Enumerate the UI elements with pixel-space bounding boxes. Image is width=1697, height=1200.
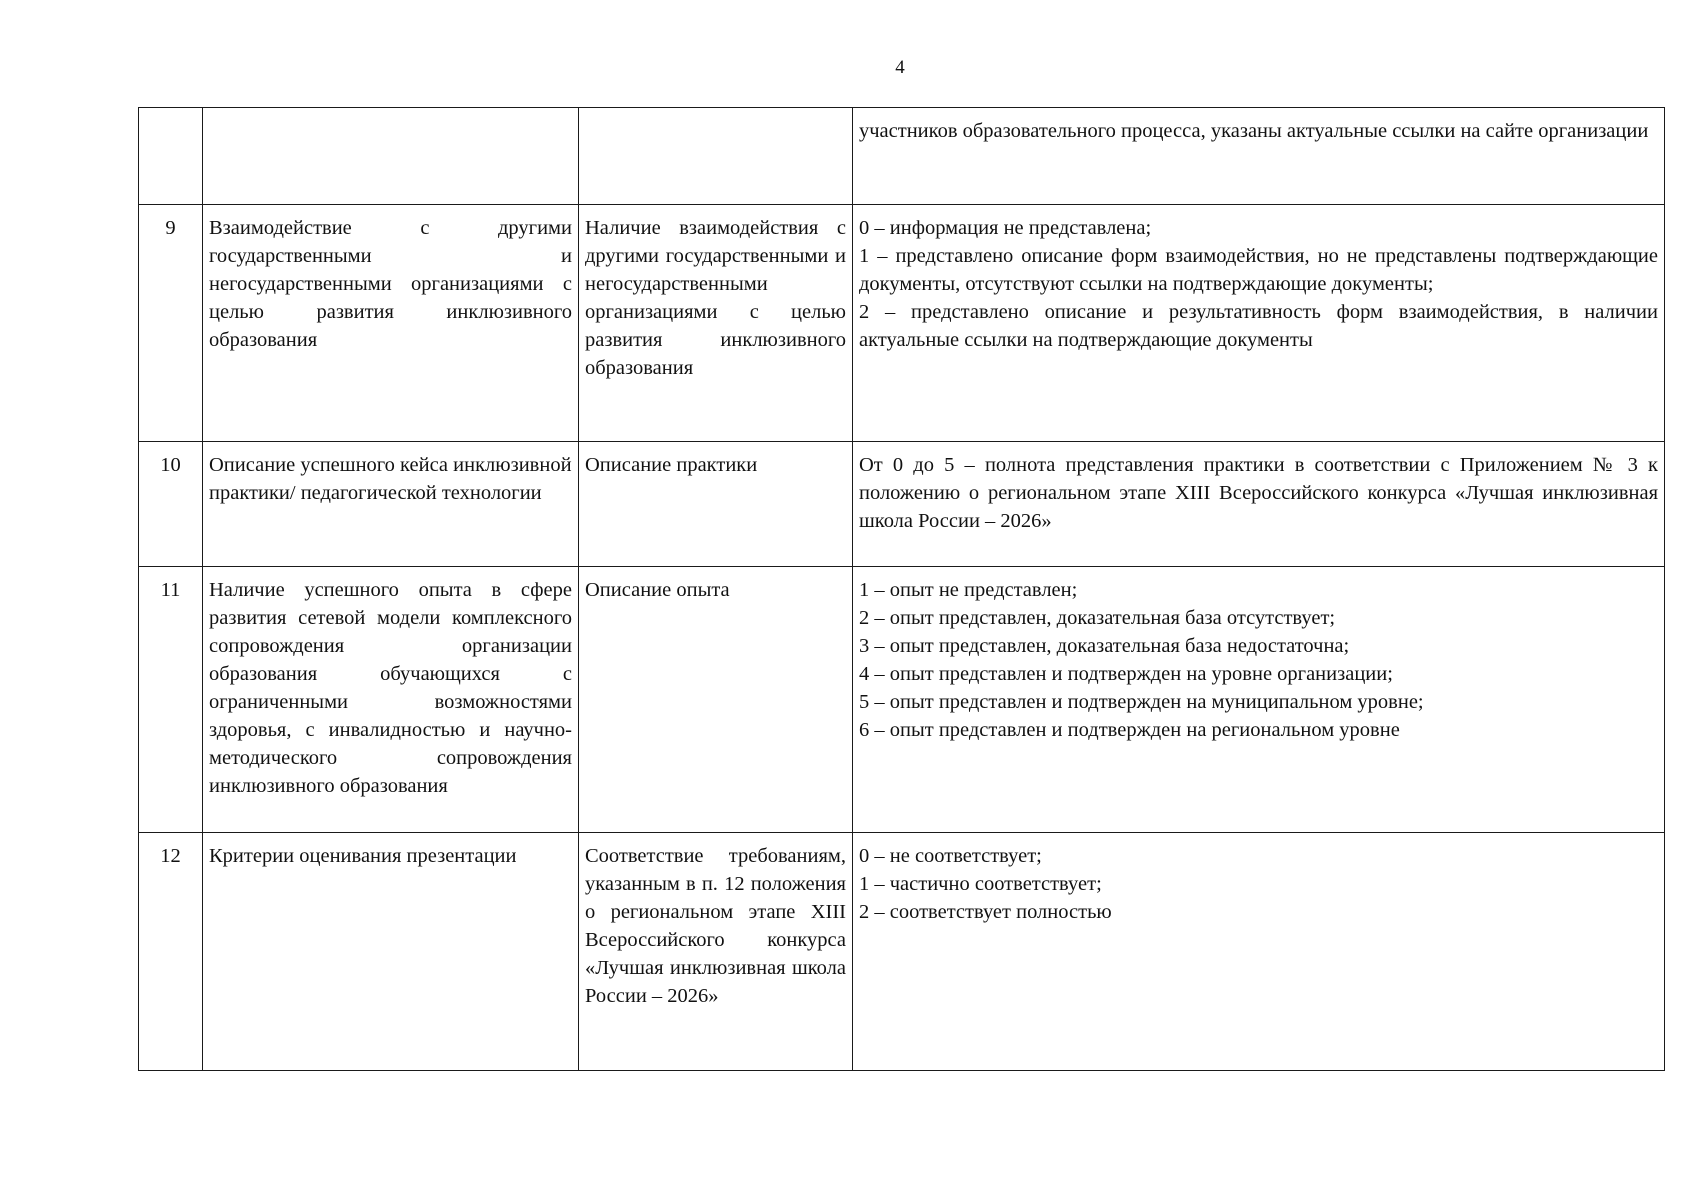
scoring-text: 0 – информация не представлена; 1 – представлено описание форм взаимодействия, но не представлены подтверждающие документы, отсутствуют ссылки на подтверждающие документы; 2 – представлено описание и результативность форм взаимодействия, в наличии актуальные ссылки на подтверждающие документы — [859, 217, 1658, 351]
table-row — [139, 205, 1665, 442]
criterion-cell — [203, 567, 579, 833]
table-row — [139, 442, 1665, 567]
table-row — [139, 567, 1665, 833]
indicator-text: Соответствие требованиям, указанным в п. 12 положения о региональном этапе XIII Всероссийского конкурса «Лучшая инклюзивная школа России – 2026» — [585, 845, 846, 1007]
criteria-table — [138, 107, 1665, 1071]
row-number: 11 — [160, 579, 181, 601]
criterion-cell — [203, 833, 579, 1071]
indicator-cell — [579, 567, 853, 833]
row-number: 9 — [165, 217, 176, 239]
indicator-text: Наличие взаимодействия с другими государственными и негосударственными организациями с целью развития инклюзивного образования — [585, 217, 846, 379]
indicator-cell — [579, 205, 853, 442]
criterion-cell — [203, 442, 579, 567]
scoring-text: участников образовательного процесса, указаны актуальные ссылки на сайте организации — [859, 120, 1649, 142]
row-number: 10 — [160, 454, 181, 476]
criterion-text: Описание успешного кейса инклюзивной практики/ педагогической технологии — [209, 454, 572, 504]
indicator-text: Описание опыта — [585, 579, 730, 601]
row-number-cell — [139, 108, 203, 205]
table-row — [139, 833, 1665, 1071]
scoring-text: 0 – не соответствует; 1 – частично соответствует; 2 – соответствует полностью — [859, 845, 1112, 923]
row-number-cell — [139, 442, 203, 567]
scoring-cell — [853, 442, 1665, 567]
page-number: 4 — [895, 57, 905, 78]
indicator-cell — [579, 108, 853, 205]
row-number: 12 — [160, 845, 181, 867]
criterion-cell — [203, 205, 579, 442]
indicator-text: Описание практики — [585, 454, 758, 476]
criterion-cell — [203, 108, 579, 205]
criterion-text: Взаимодействие с другими государственными и негосударственными организациями с целью развития инклюзивного образования — [209, 217, 572, 351]
scoring-cell — [853, 833, 1665, 1071]
indicator-cell — [579, 833, 853, 1071]
criterion-text: Критерии оценивания презентации — [209, 845, 517, 867]
scoring-cell — [853, 108, 1665, 205]
row-number-cell — [139, 567, 203, 833]
scoring-cell — [853, 567, 1665, 833]
row-number-cell — [139, 205, 203, 442]
row-number-cell — [139, 833, 203, 1071]
table-row — [139, 108, 1665, 205]
scoring-cell — [853, 205, 1665, 442]
scoring-text: 1 – опыт не представлен; 2 – опыт представлен, доказательная база отсутствует; 3 – опыт представлен, доказательная база недостаточна; 4 – опыт представлен и подтвержден на уровне организации; 5 – опыт представлен и подтвержден на муниципальном уровне; 6 – опыт представлен и подтвержден на региональном уровне — [859, 579, 1424, 741]
scoring-text: От 0 до 5 – полнота представления практики в соответствии с Приложением № 3 к положению о региональном этапе XIII Всероссийского конкурса «Лучшая инклюзивная школа России – 2026» — [859, 454, 1658, 532]
criterion-text: Наличие успешного опыта в сфере развития сетевой модели комплексного сопровождения организации образования обучающихся с ограниченными возможностями здоровья, с инвалидностью и научно-методического сопровождения инклюзивного образования — [209, 579, 572, 797]
indicator-cell — [579, 442, 853, 567]
